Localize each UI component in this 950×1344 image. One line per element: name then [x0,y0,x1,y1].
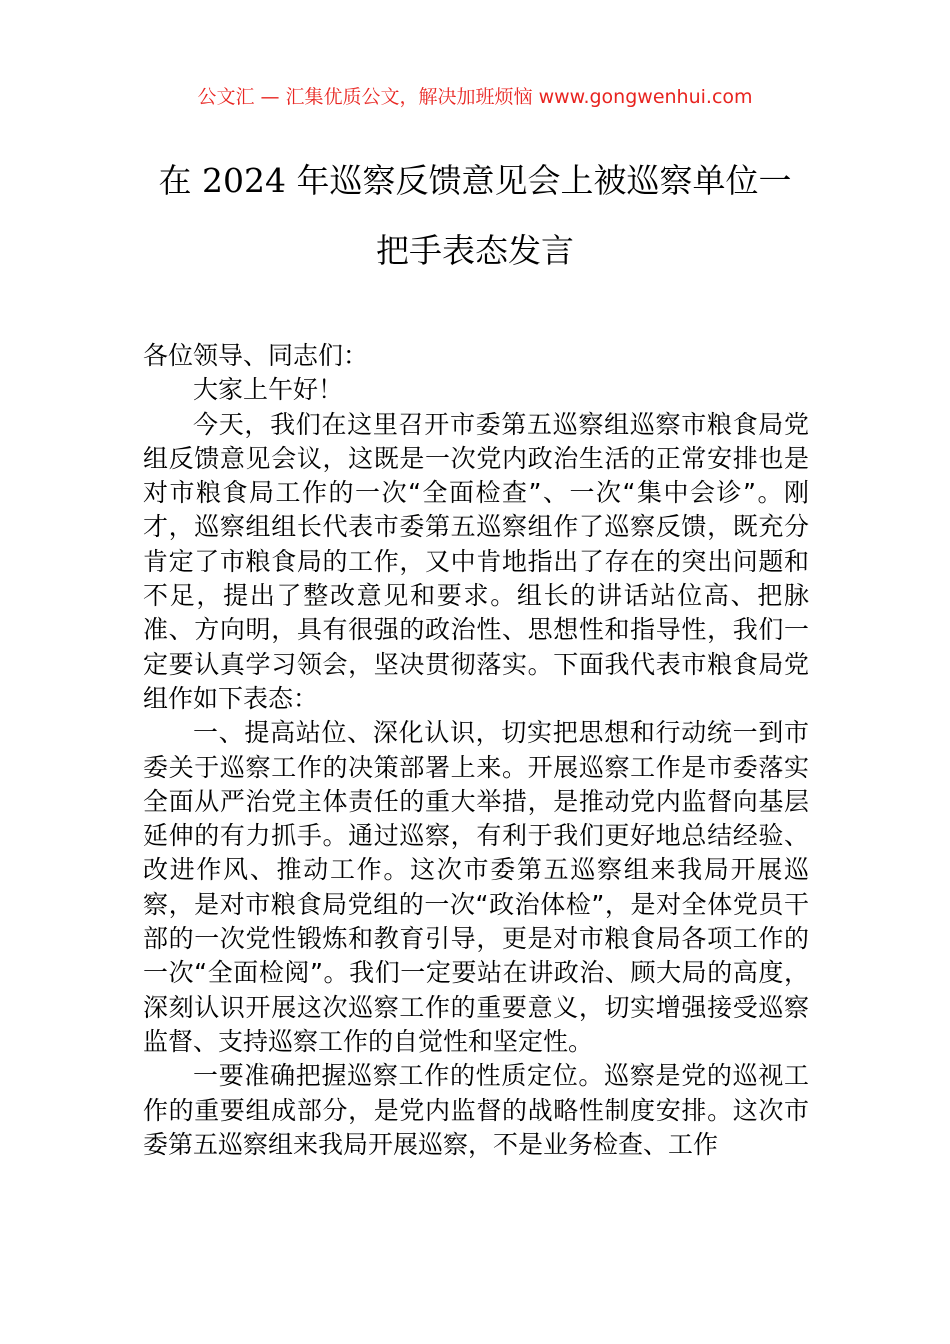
document-body [143,339,809,1162]
subsection-one-paragraph: 一要准确把握巡察工作的性质定位。巡察是党的巡视工作的重要组成部分，是党内监督的战略性制度安排。这次市委第五巡察组来我局开展巡察，不是业务检查、工作 [143,1061,809,1159]
document-title-line-2: 把手表态发言 [376,231,574,270]
document-title [110,146,840,286]
document-title-line-1: 在 2024 年巡察反馈意见会上被巡察单位一 [158,161,792,200]
section-one-paragraph: 一、提高站位、深化认识，切实把思想和行动统一到市委关于巡察工作的决策部署上来。开展巡察工作是市委落实全面从严治党主体责任的重大举措，是推动党内监督向基层延伸的有力抓手。通过巡察，有利于我们更好地总结经验、改进作风、推动工作。这次市委第五巡察组来我局开展巡察，是对市粮食局党组的一次“政治体检”，是对全体党员干部的一次党性锻炼和教育引导，更是对市粮食局各项工作的一次“全面检阅”。我们一定要站在讲政治、顾大局的高度，深刻认识开展这次巡察工作的重要意义，切实增强接受巡察监督、支持巡察工作的自觉性和坚定性。 [143,718,809,1056]
header-banner: 公文汇 — 汇集优质公文，解决加班烦恼 www.gongwenhui.com [197,86,753,108]
greeting-paragraph: 大家上午好！ [193,375,344,405]
salutation: 各位领导、同志们： [143,341,369,370]
intro-paragraph: 今天，我们在这里召开市委第五巡察组巡察市粮食局党组反馈意见会议，这既是一次党内政治生活的正常安排也是对市粮食局工作的一次“全面检查”、一次“集中会诊”。刚才，巡察组组长代表市委第五巡察组作了巡察反馈，既充分肯定了市粮食局的工作，又中肯地指出了存在的突出问题和不足，提出了整改意见和要求。组长的讲话站位高、把脉准、方向明，具有很强的政治性、思想性和指导性，我们一定要认真学习领会，坚决贯彻落实。下面我代表市粮食局党组作如下表态： [143,409,809,713]
